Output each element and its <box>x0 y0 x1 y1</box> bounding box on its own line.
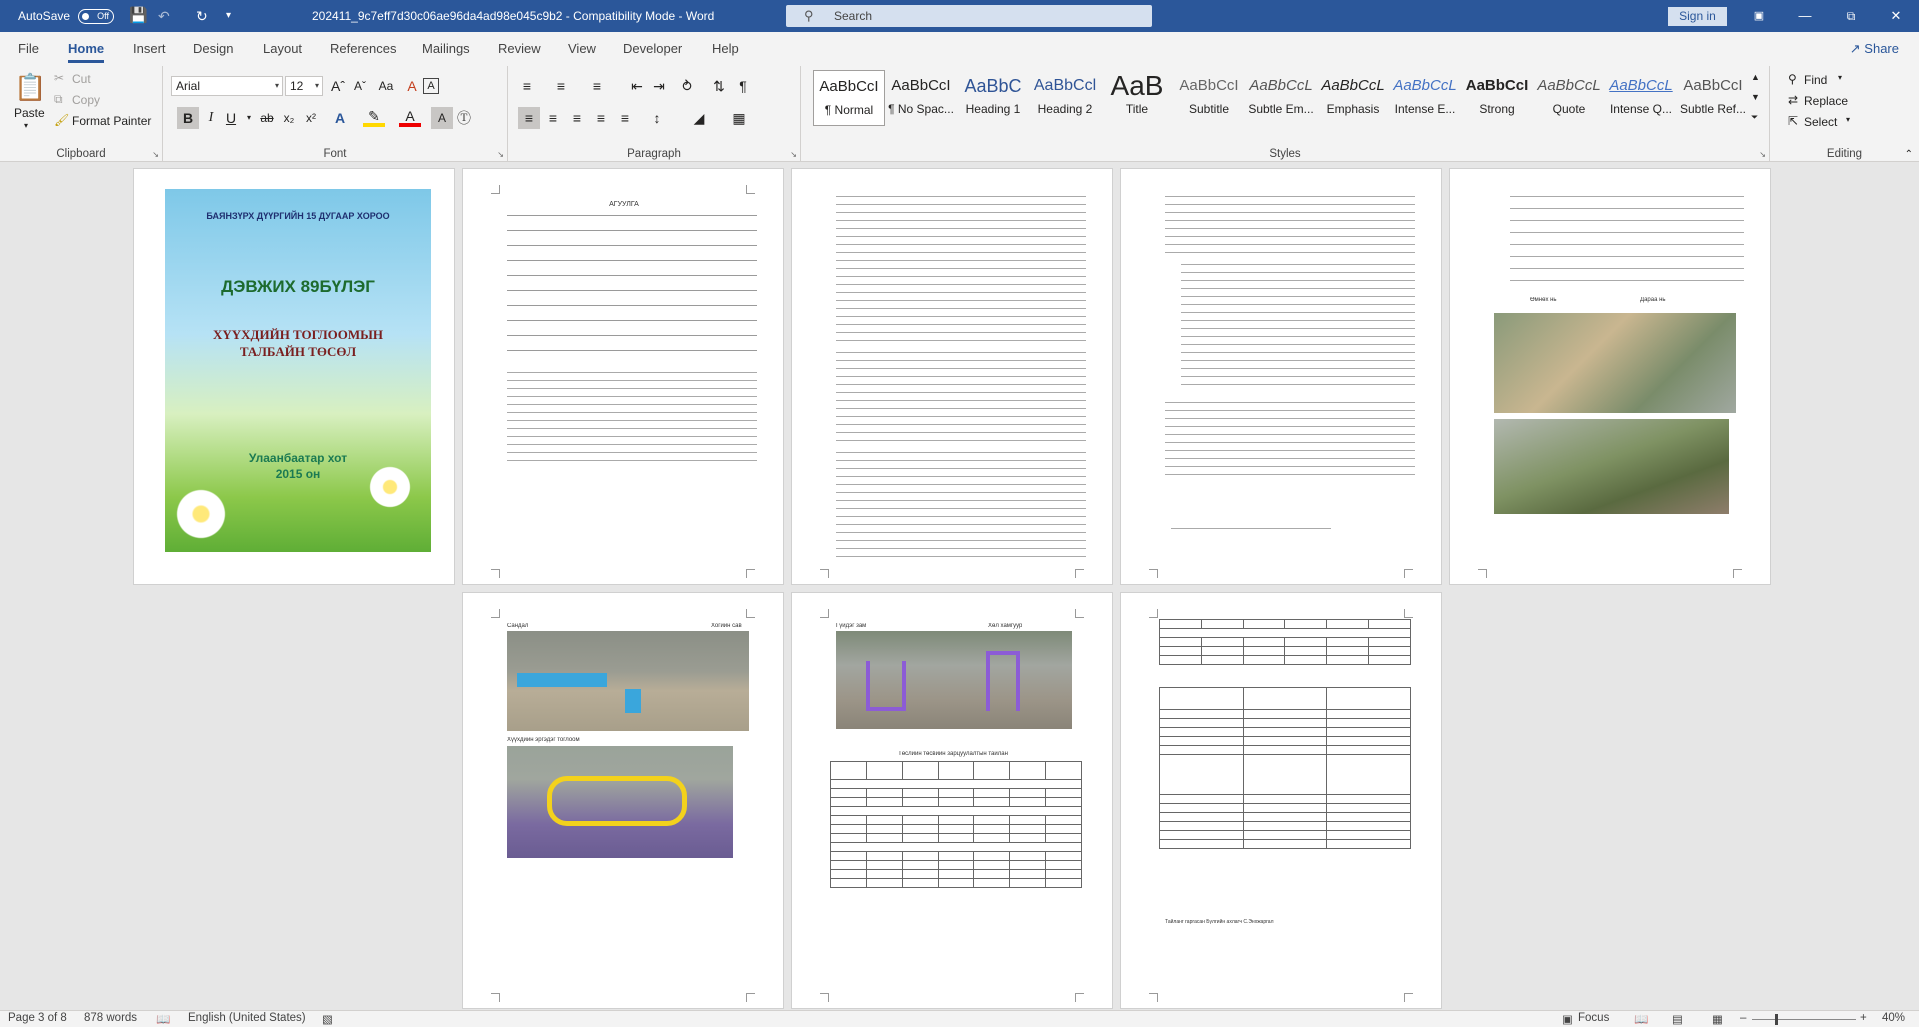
character-shading-icon[interactable]: A <box>431 107 453 129</box>
tab-home[interactable]: Home <box>68 32 104 66</box>
style-subtle-emphasis[interactable] <box>1245 70 1317 126</box>
format-painter-button[interactable]: Format Painter <box>72 114 152 128</box>
enclose-characters-icon[interactable]: Ⓣ <box>457 110 471 126</box>
redo-icon[interactable]: ↻ <box>196 8 208 24</box>
tab-developer[interactable]: Developer <box>623 41 683 56</box>
customize-qat-icon[interactable]: ▾ <box>226 10 232 21</box>
blue-bin-image <box>625 689 641 713</box>
style-name: Subtle Ref... <box>1679 102 1747 116</box>
page-corner-mark <box>820 569 829 578</box>
daisy-flower-image <box>171 484 231 544</box>
page-corner-mark <box>491 569 500 578</box>
asian-layout-icon[interactable]: ⥁ <box>682 78 692 94</box>
trash-bin-label: Хогийн сав <box>711 623 742 629</box>
find-dropdown-icon[interactable]: ▾ <box>1838 73 1843 82</box>
walker-label: Гүйдэг зам <box>836 623 867 629</box>
page-3-body-text <box>836 449 1086 559</box>
select-dropdown-icon[interactable]: ▾ <box>1846 115 1851 124</box>
leg-exerciser-label: Хөл хамгуур <box>988 623 1023 629</box>
paragraph-launcher-icon[interactable]: ↘ <box>790 150 797 159</box>
budget-summary-table <box>1159 619 1411 665</box>
cover-project-line-1: ХҮҮХДИЙН ТОГЛООМЫН <box>212 327 384 342</box>
paragraph-group <box>508 66 801 162</box>
replace-icon: ⇄ <box>1788 93 1799 107</box>
ribbon <box>0 66 1919 162</box>
decrease-indent-icon[interactable]: ⇤ <box>631 78 643 94</box>
cut-button[interactable]: Cut <box>72 72 91 86</box>
title-bar <box>0 0 1919 32</box>
page-corner-mark <box>491 993 500 1002</box>
zoom-level[interactable]: 40% <box>1882 1012 1906 1024</box>
tab-layout[interactable]: Layout <box>263 41 303 56</box>
page-7[interactable] <box>791 592 1113 1009</box>
autosave-label: AutoSave <box>18 9 71 23</box>
accessibility-icon[interactable]: ▧ <box>322 1014 333 1026</box>
shading-icon[interactable]: ◢ <box>693 110 705 126</box>
character-border-icon[interactable]: A <box>423 78 439 94</box>
styles-launcher-icon[interactable]: ↘ <box>1759 150 1766 159</box>
font-launcher-icon[interactable]: ↘ <box>497 150 504 159</box>
tab-mailings[interactable]: Mailings <box>422 41 470 56</box>
editing-group-label: Editing <box>1826 148 1863 160</box>
style-title[interactable] <box>1101 70 1173 126</box>
page-corner-mark <box>746 993 755 1002</box>
page-4-body-text <box>1165 193 1415 253</box>
read-mode-icon[interactable]: 📖 <box>1634 1014 1649 1026</box>
page-corner-mark <box>1149 609 1158 618</box>
clear-formatting-icon[interactable]: A <box>407 78 417 94</box>
bench-photo <box>507 631 749 731</box>
yellow-carousel-image <box>547 776 687 826</box>
language[interactable]: English (United States) <box>188 1012 306 1024</box>
style-name: Subtle Em... <box>1248 102 1314 116</box>
restore-button[interactable]: ⧉ <box>1846 9 1856 23</box>
page-5-before-label: Өмнөх нь <box>1530 297 1557 303</box>
page-corner-mark <box>1075 569 1084 578</box>
select-icon: ⇱ <box>1788 114 1799 128</box>
style-preview: AaBbCcI <box>1465 77 1529 94</box>
focus-button[interactable]: Focus <box>1578 1012 1610 1024</box>
cover-project-line-2: ТАЛБАЙН ТӨСӨЛ <box>239 344 357 359</box>
style-name: Strong <box>1479 102 1515 116</box>
page-corner-mark <box>1149 569 1158 578</box>
cover-district-line: БАЯНЗҮРХ ДҮҮРГИЙН 15 ДУГААР ХОРОО <box>206 211 390 221</box>
close-button[interactable]: ✕ <box>1890 8 1902 23</box>
carousel-label: Хүүхдийн эргэдэг тоглоом <box>507 737 580 743</box>
format-painter-icon: 🖌 <box>54 113 70 127</box>
style-preview: AaBbCcI <box>1179 77 1239 94</box>
status-bar <box>0 1010 1919 1027</box>
focus-icon: ▣ <box>1562 1014 1573 1026</box>
page-5-numbered-list <box>1510 193 1744 283</box>
page-1[interactable] <box>133 168 455 585</box>
replace-button[interactable]: Replace <box>1804 94 1849 108</box>
cover-year: 2015 он <box>275 467 321 481</box>
web-layout-icon[interactable]: ▦ <box>1712 1014 1723 1026</box>
font-name-dropdown-icon[interactable]: ▾ <box>274 81 279 90</box>
outdoor-fitness-equipment-photo <box>836 631 1072 729</box>
sign-in-button[interactable]: Sign in <box>1668 7 1727 26</box>
style-name: Quote <box>1552 102 1586 116</box>
distributed-icon[interactable]: ≡ <box>620 110 630 126</box>
page-corner-mark <box>491 185 500 194</box>
multilevel-list-icon[interactable]: ≡ <box>592 78 602 94</box>
purple-walker-image <box>866 661 906 711</box>
budget-report-title: Төслийн төсвийн зарцуулалтын тайлан <box>898 751 1008 757</box>
page-4-body-text <box>1165 399 1415 479</box>
page-corner-mark <box>1733 569 1742 578</box>
style-name: Heading 2 <box>1037 102 1093 116</box>
cover-city: Улаанбаатар хот <box>248 451 348 465</box>
page-3-body-text <box>836 193 1086 343</box>
style-no-spacing[interactable] <box>885 70 957 126</box>
superscript-button[interactable]: x² <box>306 111 316 125</box>
styles-scroll-down-icon[interactable]: ▼ <box>1751 92 1760 102</box>
word-count[interactable]: 878 words <box>84 1012 138 1024</box>
share-label: Share <box>1864 41 1899 56</box>
blue-bench-image <box>517 673 607 687</box>
align-right-icon[interactable]: ≡ <box>572 110 582 126</box>
autosave-toggle[interactable]: Off <box>78 9 114 24</box>
font-name-value: Arial <box>176 79 201 93</box>
tab-design[interactable]: Design <box>193 41 234 56</box>
document-title: 202411_9c7eff7d30c06ae96da4ad98e045c9b2 - Compatibility Mode - Word <box>312 9 715 23</box>
select-button[interactable]: Select <box>1804 115 1838 129</box>
clipboard-group-label: Clipboard <box>56 148 106 160</box>
style-heading-2[interactable] <box>1029 70 1101 126</box>
underline-dropdown-icon[interactable]: ▾ <box>246 113 251 122</box>
styles-group-label: Styles <box>1269 148 1301 160</box>
grow-font-icon[interactable]: Aˆ <box>331 78 345 94</box>
page-5-after-label: Дараа нь <box>1640 297 1666 303</box>
page-corner-mark <box>746 569 755 578</box>
line-spacing-icon[interactable]: ↕ <box>653 110 661 126</box>
font-name-combo[interactable] <box>171 76 283 96</box>
style-name: Intense E... <box>1394 102 1456 116</box>
clipboard-group <box>0 66 163 162</box>
style-heading-1[interactable] <box>957 70 1029 126</box>
style-preview: AaBbCcI <box>819 78 879 95</box>
funding-sources-table <box>1159 687 1411 849</box>
style-intense-quote[interactable] <box>1605 70 1677 126</box>
show-formatting-marks-icon[interactable]: ¶ <box>739 78 747 94</box>
page-2-body-text <box>507 369 757 464</box>
page-2-fields <box>507 211 757 361</box>
editing-group <box>1770 66 1919 162</box>
underline-button[interactable]: U <box>225 110 237 126</box>
page-corner-mark <box>820 609 829 618</box>
cut-icon: ✂ <box>54 71 65 85</box>
style-normal[interactable] <box>813 70 885 126</box>
find-icon: ⚲ <box>1788 72 1797 86</box>
font-group-label: Font <box>323 148 347 160</box>
page-4-list-item <box>1171 525 1331 531</box>
sort-icon[interactable]: ⇅ <box>713 78 725 94</box>
style-subtitle[interactable] <box>1173 70 1245 126</box>
style-quote[interactable] <box>1533 70 1605 126</box>
ribbon-display-options-icon[interactable]: ▣ <box>1753 10 1765 22</box>
print-layout-icon[interactable]: ▤ <box>1672 1014 1683 1026</box>
tab-help[interactable]: Help <box>712 41 739 56</box>
page-corner-mark <box>1075 609 1084 618</box>
page-corner-mark <box>1404 569 1413 578</box>
styles-group <box>801 66 1770 162</box>
bold-button[interactable]: B <box>177 107 199 129</box>
font-size-combo[interactable] <box>285 76 323 96</box>
proofing-icon[interactable]: 📖 <box>156 1014 171 1026</box>
carousel-photo <box>507 746 733 858</box>
justify-icon[interactable]: ≡ <box>596 110 606 126</box>
font-color-icon[interactable]: A <box>399 107 421 127</box>
style-preview: AaBbCcI <box>1683 77 1743 94</box>
style-name: ¶ Normal <box>824 103 874 117</box>
highlight-color-icon[interactable]: ✎ <box>363 107 385 127</box>
styles-more-icon[interactable]: ⏷ <box>1751 112 1759 122</box>
change-case-icon[interactable]: Aa <box>378 79 394 93</box>
strikethrough-button[interactable]: ab <box>260 111 274 125</box>
style-intense-emphasis[interactable] <box>1389 70 1461 126</box>
bullets-icon[interactable]: ≡ <box>522 78 532 94</box>
font-size-dropdown-icon[interactable]: ▾ <box>314 81 319 90</box>
tab-references[interactable]: References <box>330 41 397 56</box>
tab-review[interactable]: Review <box>498 41 541 56</box>
style-preview: AaBbCcL <box>1321 77 1385 94</box>
zoom-slider-track[interactable] <box>1752 1019 1856 1020</box>
page-corner-mark <box>1404 993 1413 1002</box>
style-preview: AaBbCcL <box>1609 77 1673 94</box>
borders-icon[interactable]: ▦ <box>732 110 746 126</box>
share-button[interactable] <box>1842 37 1907 61</box>
style-preview: AaBbCcI <box>891 77 951 94</box>
style-preview: AaBbCcL <box>1249 77 1313 94</box>
search-icon: ⚲ <box>804 8 814 23</box>
page-corner-mark <box>491 609 500 618</box>
copy-button[interactable]: Copy <box>72 93 101 107</box>
page-corner-mark <box>1404 609 1413 618</box>
page-8[interactable] <box>1120 592 1442 1009</box>
font-group <box>163 66 508 162</box>
report-signature: Тайланг гаргасан Бүлгийн ахлагч С.Энхжаргал <box>1165 919 1274 925</box>
bench-label: Сандал <box>507 623 529 629</box>
style-preview: AaB <box>1110 70 1164 101</box>
page-3[interactable] <box>791 168 1113 585</box>
page-count[interactable]: Page 3 of 8 <box>8 1012 67 1024</box>
paste-dropdown-icon[interactable]: ▾ <box>24 121 29 130</box>
page-2[interactable] <box>462 168 784 585</box>
planting-activity-photo <box>1494 419 1729 514</box>
page-corner-mark <box>1075 993 1084 1002</box>
page-4-bullet-list <box>1181 261 1415 391</box>
shrink-font-icon[interactable]: Aˇ <box>354 79 366 93</box>
page-corner-mark <box>820 993 829 1002</box>
zoom-in-icon[interactable]: + <box>1860 1012 1867 1024</box>
collapse-ribbon-icon[interactable]: ⌃ <box>1904 149 1913 160</box>
paste-label[interactable]: Paste <box>14 106 45 120</box>
subscript-button[interactable]: x₂ <box>283 111 295 125</box>
align-center-icon[interactable]: ≡ <box>548 110 558 126</box>
cover-background-image <box>165 189 431 552</box>
text-effects-icon[interactable]: A <box>334 110 346 126</box>
document-canvas[interactable] <box>0 162 1919 1010</box>
style-preview: AaBbCcL <box>1537 77 1601 94</box>
cover-group-title: ДЭВЖИХ 89БҮЛЭГ <box>221 277 375 296</box>
increase-indent-icon[interactable]: ⇥ <box>653 78 665 94</box>
purple-exerciser-image <box>986 651 1020 711</box>
page-4[interactable] <box>1120 168 1442 585</box>
copy-icon: ⧉ <box>54 92 63 106</box>
page-5[interactable] <box>1449 168 1771 585</box>
style-name: Subtitle <box>1188 102 1230 116</box>
search-placeholder: Search <box>834 9 873 23</box>
minimize-button[interactable]: — <box>1798 8 1812 23</box>
save-icon[interactable]: 💾 <box>129 7 148 24</box>
style-emphasis[interactable] <box>1317 70 1389 126</box>
style-preview: AaBbC <box>964 76 1022 96</box>
font-size-value: 12 <box>290 79 304 93</box>
ribbon-tabs <box>0 32 1919 66</box>
style-name: Emphasis <box>1326 102 1380 116</box>
paragraph-group-label: Paragraph <box>627 148 681 160</box>
styles-scroll-up-icon[interactable]: ▲ <box>1751 72 1760 82</box>
playground-before-photo <box>1494 313 1736 413</box>
page-corner-mark <box>1478 569 1487 578</box>
page-corner-mark <box>746 185 755 194</box>
numbering-icon[interactable]: ≡ <box>556 78 566 94</box>
style-preview: AaBbCcL <box>1393 77 1457 94</box>
zoom-slider-thumb[interactable] <box>1775 1014 1778 1025</box>
page-6[interactable] <box>462 592 784 1009</box>
tab-insert[interactable]: Insert <box>133 41 166 56</box>
style-strong[interactable] <box>1461 70 1533 126</box>
style-name: Title <box>1125 102 1149 116</box>
style-name: ¶ No Spac... <box>888 102 954 116</box>
style-preview: AaBbCcl <box>1033 77 1097 94</box>
style-name: Intense Q... <box>1609 102 1673 116</box>
undo-icon[interactable]: ↶ <box>158 8 170 24</box>
search-box[interactable] <box>786 5 1152 27</box>
find-button[interactable]: Find <box>1804 73 1828 87</box>
align-left-icon[interactable]: ≡ <box>518 107 540 129</box>
style-name: Heading 1 <box>965 102 1021 116</box>
tab-file[interactable]: File <box>18 41 39 56</box>
share-icon: ↗ <box>1849 41 1865 56</box>
budget-report-table <box>830 761 1082 888</box>
page-corner-mark <box>1149 993 1158 1002</box>
clipboard-launcher-icon[interactable]: ↘ <box>152 150 159 159</box>
tab-view[interactable]: View <box>568 41 596 56</box>
page-3-body-text <box>836 349 1086 444</box>
zoom-out-icon[interactable]: – <box>1740 1012 1747 1024</box>
page-2-heading: АГУУЛГА <box>609 201 639 208</box>
style-subtle-reference[interactable] <box>1677 70 1749 126</box>
italic-button[interactable]: I <box>208 110 214 125</box>
page-corner-mark <box>746 609 755 618</box>
paste-icon[interactable]: 📋 <box>14 72 47 102</box>
